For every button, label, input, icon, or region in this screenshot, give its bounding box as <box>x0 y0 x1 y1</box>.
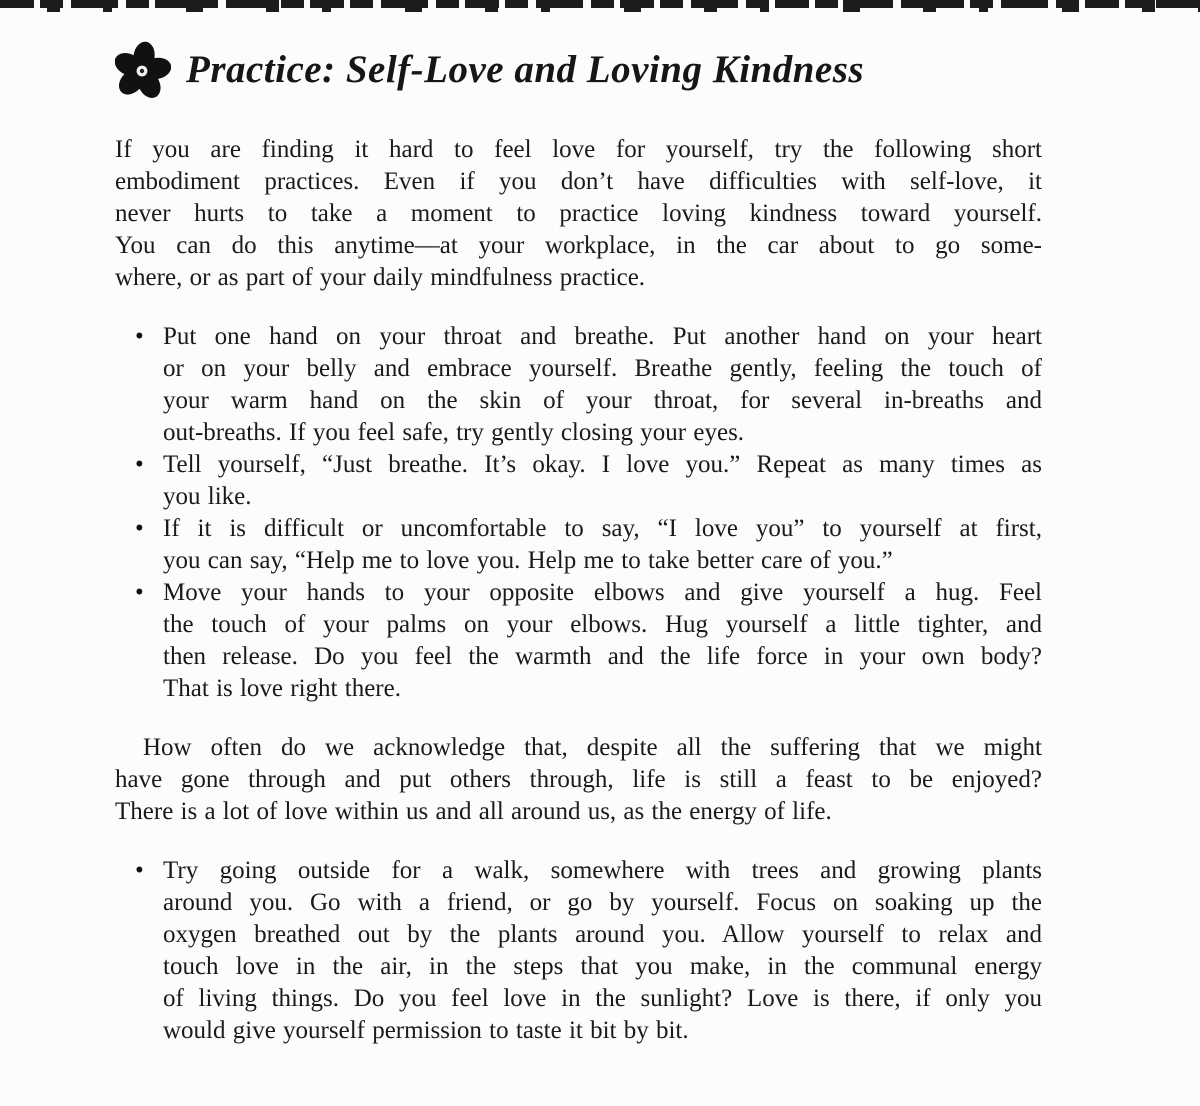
bullet-list <box>115 321 1042 705</box>
text-line: touch love in the air, in the steps that you make, in the communal energy <box>163 953 1042 980</box>
list-item <box>115 577 1042 705</box>
text-line: your warm hand on the skin of your throat, for several in-breaths and <box>163 387 1042 414</box>
list-item <box>115 855 1042 1047</box>
text-line: Tell yourself, “Just breathe. It’s okay. I love you.” Repeat as many times as <box>163 451 1042 478</box>
bullet-icon: • <box>135 579 144 606</box>
content <box>115 134 1042 1047</box>
list-item <box>115 449 1042 513</box>
text-line: oxygen breathed out by the plants around you. Allow yourself to relax and <box>163 921 1042 948</box>
torn-edge-ticks <box>0 0 1200 12</box>
text-line: would give yourself permission to taste it bit by bit. <box>163 1017 689 1044</box>
text-line: or on your belly and embrace yourself. Breathe gently, feeling the touch of <box>163 355 1042 382</box>
text-line: Move your hands to your opposite elbows and give yourself a hug. Feel <box>163 579 1042 606</box>
text-line: have gone through and put others through, life is still a feast to be enjoyed? <box>115 766 1042 793</box>
text-line: Try going outside for a walk, somewhere with trees and growing plants <box>163 857 1042 884</box>
section-heading <box>115 38 1042 100</box>
paragraph <box>115 134 1042 294</box>
text-line: You can do this anytime—at your workplace, in the car about to go some- <box>115 232 1042 259</box>
text-line: There is a lot of love within us and all around us, as the energy of life. <box>115 798 832 825</box>
text-line: embodiment practices. Even if you don’t have difficulties with self-love, it <box>115 168 1042 195</box>
text-line: then release. Do you feel the warmth and the life force in your own body? <box>163 643 1042 670</box>
text-line: of living things. Do you feel love in the sunlight? Love is there, if only you <box>163 985 1042 1012</box>
book-page <box>115 38 1042 1047</box>
text-line: where, or as part of your daily mindfulness practice. <box>115 264 646 291</box>
text-line: you like. <box>163 483 252 510</box>
text-line: How often do we acknowledge that, despite all the suffering that we might <box>143 734 1042 761</box>
list-item <box>115 321 1042 449</box>
paragraph <box>115 732 1042 828</box>
text-line: you can say, “Help me to love you. Help me to take better care of you.” <box>163 547 893 574</box>
text-line: the touch of your palms on your elbows. Hug yourself a little tighter, and <box>163 611 1042 638</box>
text-line: Put one hand on your throat and breathe. Put another hand on your heart <box>163 323 1042 350</box>
text-line: If it is difficult or uncomfortable to say, “I love you” to yourself at first, <box>163 515 1042 542</box>
bullet-icon: • <box>135 323 144 350</box>
bullet-icon: • <box>135 515 144 542</box>
text-line: out-breaths. If you feel safe, try gently closing your eyes. <box>163 419 745 446</box>
torn-page-edge <box>0 0 1200 12</box>
bullet-icon: • <box>135 451 144 478</box>
bullet-list <box>115 855 1042 1047</box>
text-line: If you are finding it hard to feel love for yourself, try the following short <box>115 136 1042 163</box>
flower-icon <box>115 40 171 98</box>
list-item <box>115 513 1042 577</box>
bullet-icon: • <box>135 857 144 884</box>
page-title: Practice: Self-Love and Loving Kindness <box>186 47 865 91</box>
torn-edge-dashes <box>0 0 1200 8</box>
text-line: around you. Go with a friend, or go by yourself. Focus on soaking up the <box>163 889 1042 916</box>
text-line: That is love right there. <box>163 675 401 702</box>
text-line: never hurts to take a moment to practice loving kindness toward yourself. <box>115 200 1042 227</box>
